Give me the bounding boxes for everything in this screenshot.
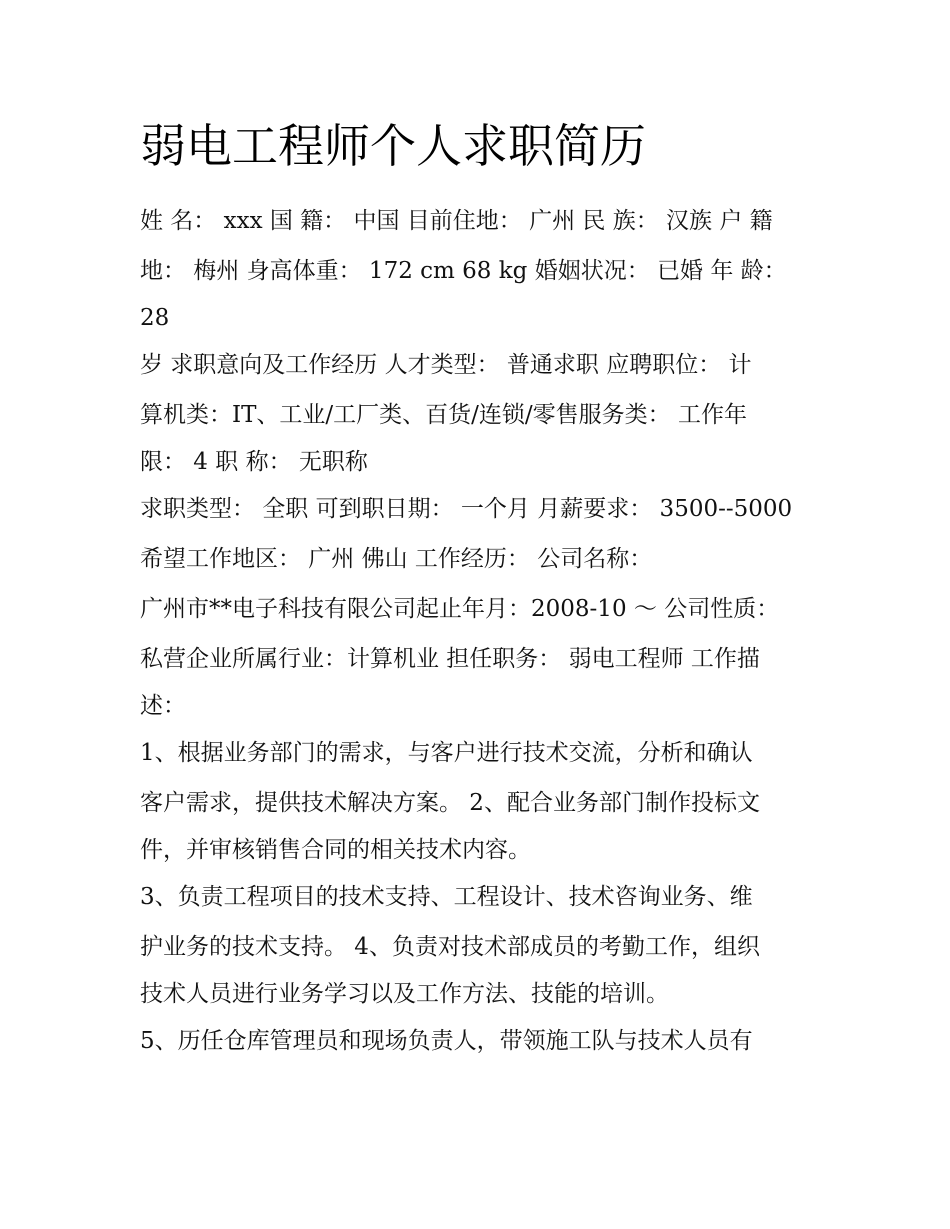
document-body [140,196,820,1066]
body-line: 广州市**电子科技有限公司起止年月：2008-10 ～ 公司性质： [140,596,780,622]
body-line: 技术人员进行业务学习以及工作方法、技能的培训。 [140,981,669,1007]
body-line: 客户需求，提供技术解决方案。 2、配合业务部门制作投标文 [140,790,760,816]
body-line: 28 [140,305,170,331]
body-line: 求职类型： 全职 可到职日期： 一个月 月薪要求： 3500--5000 [140,496,793,522]
body-line: 姓 名： xxx 国 籍： 中国 目前住地： 广州 民 族： 汉族 户 籍 [140,208,773,234]
body-line: 地： 梅州 身高体重： 172 cm 68 kg 婚姻状况： 已婚 年 龄： [140,258,787,284]
body-line: 私营企业所属行业：计算机业 担任职务： 弱电工程师 工作描 [140,646,760,672]
body-line: 3、负责工程项目的技术支持、工程设计、技术咨询业务、维 [140,884,753,910]
document-title: 弱电工程师个人求职简历 [140,119,646,173]
body-line: 算机类：IT、工业/工厂类、百货/连锁/零售服务类： 工作年 [140,402,747,428]
body-line: 岁 求职意向及工作经历 人才类型： 普通求职 应聘职位： 计 [140,352,752,378]
body-line: 件，并审核销售合同的相关技术内容。 [140,837,531,863]
body-line: 述： [140,693,186,719]
body-line: 1、根据业务部门的需求，与客户进行技术交流，分析和确认 [140,740,753,766]
body-line: 5、历任仓库管理员和现场负责人，带领施工队与技术人员有 [140,1028,753,1054]
body-line: 限： 4 职 称： 无职称 [140,449,368,475]
body-line: 护业务的技术支持。 4、负责对技术部成员的考勤工作，组织 [140,934,760,960]
body-line: 希望工作地区： 广州 佛山 工作经历： 公司名称： [140,546,653,572]
